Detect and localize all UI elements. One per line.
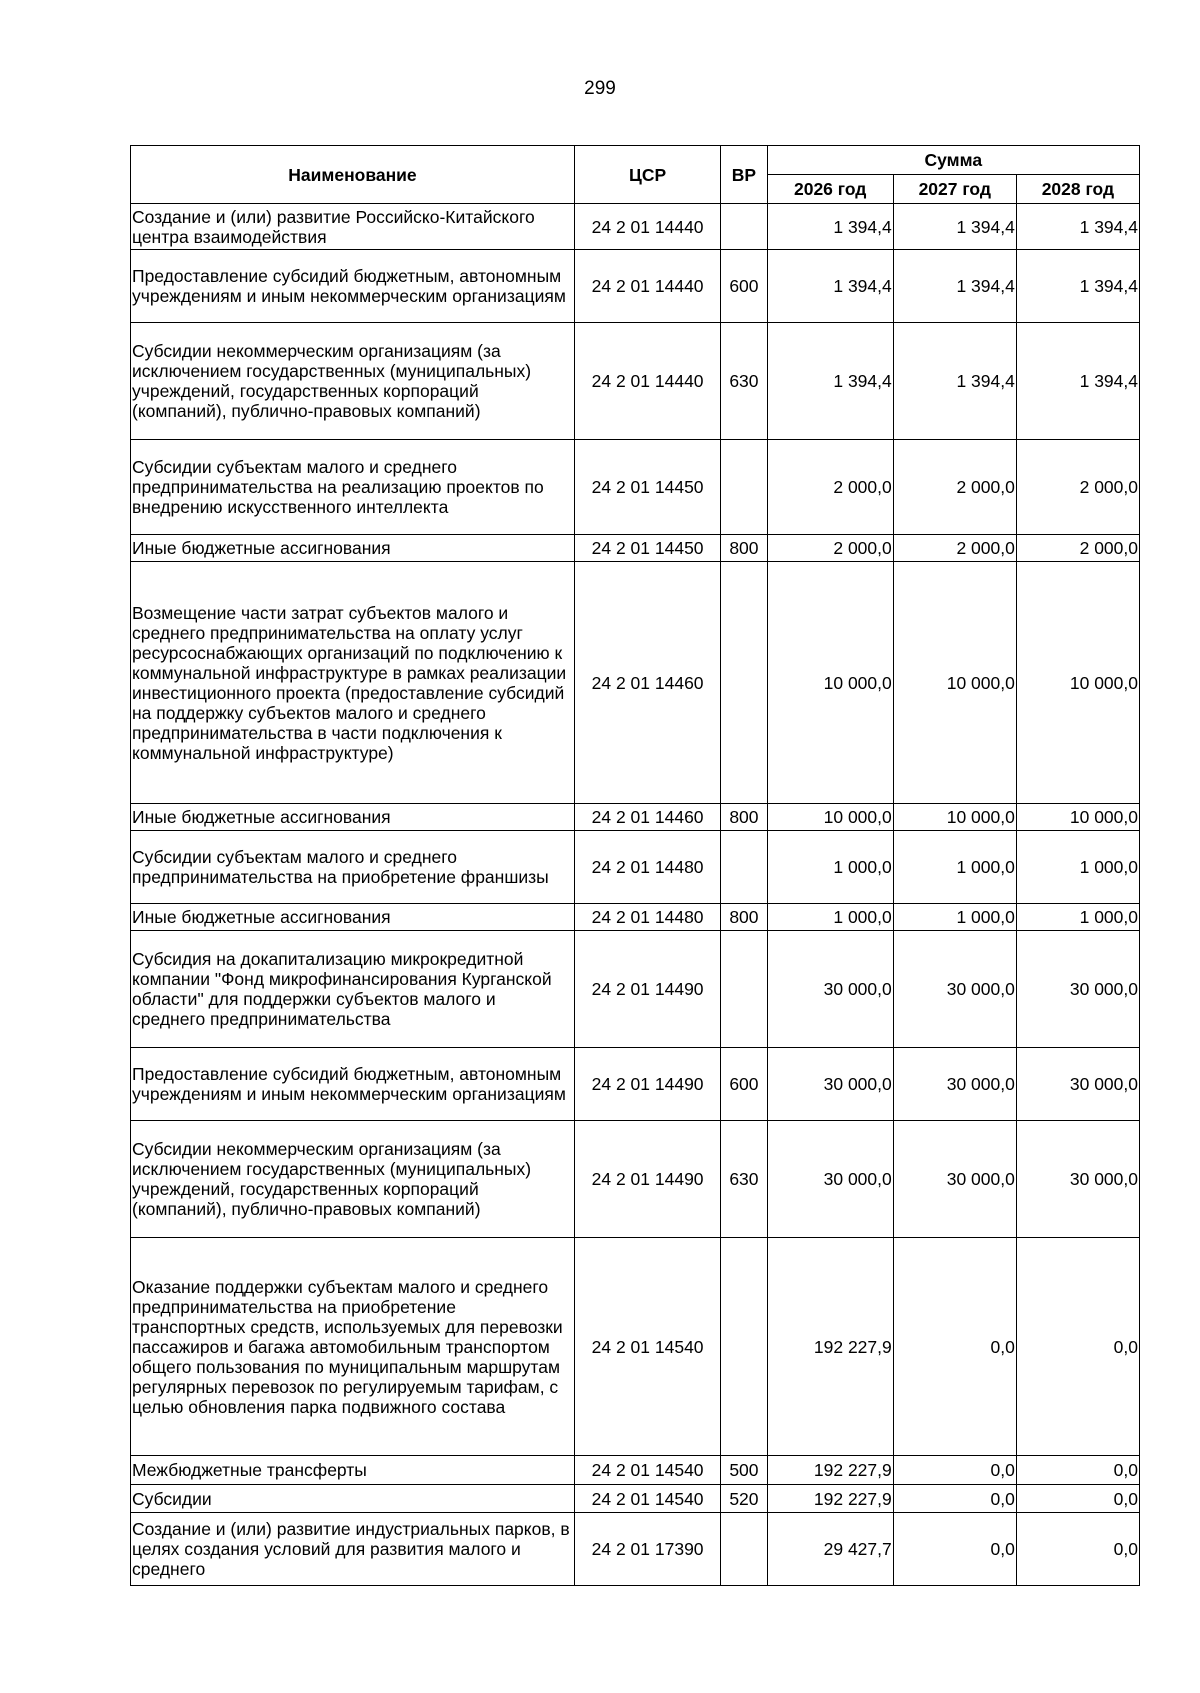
row-amount-2028: 1 394,4 (1016, 204, 1139, 250)
table-row (131, 323, 1140, 440)
header-csr: ЦСР (574, 146, 720, 204)
row-amount-2027: 0,0 (893, 1456, 1016, 1485)
row-amount-2026: 29 427,7 (767, 1513, 893, 1586)
table-row (131, 1048, 1140, 1121)
row-name-cell: Возмещение части затрат субъектов малого и среднего предпринимательства на оплату услуг ресурсоснабжающих организаций по подключению к коммунальной инфраструктуре в рамках реализации инвестиционного проекта (предоставление субсидий на поддержку субъектов малого и среднего предпринимательства в части подключения к коммунальной инфраструктуре) (131, 562, 575, 804)
row-amount-2026: 2 000,0 (767, 440, 893, 535)
row-amount-2028: 2 000,0 (1016, 535, 1139, 562)
row-csr-cell: 24 2 01 14460 (574, 804, 720, 831)
row-amount-2026: 192 227,9 (767, 1485, 893, 1513)
row-name-cell: Субсидии субъектам малого и среднего предпринимательства на приобретение франшизы (131, 831, 575, 904)
row-vr-cell (721, 931, 767, 1048)
row-amount-2028: 2 000,0 (1016, 440, 1139, 535)
table-row (131, 1513, 1140, 1586)
row-amount-2028: 10 000,0 (1016, 562, 1139, 804)
row-amount-2026: 30 000,0 (767, 1048, 893, 1121)
row-vr-cell: 600 (721, 1048, 767, 1121)
row-amount-2027: 10 000,0 (893, 562, 1016, 804)
row-vr-cell: 800 (721, 535, 767, 562)
row-vr-cell: 630 (721, 323, 767, 440)
row-vr-cell (721, 562, 767, 804)
row-amount-2027: 1 394,4 (893, 204, 1016, 250)
row-amount-2026: 192 227,9 (767, 1456, 893, 1485)
row-amount-2026: 192 227,9 (767, 1238, 893, 1456)
table-row (131, 1238, 1140, 1456)
row-amount-2027: 30 000,0 (893, 1048, 1016, 1121)
row-amount-2026: 30 000,0 (767, 1121, 893, 1238)
row-csr-cell: 24 2 01 14490 (574, 1121, 720, 1238)
row-csr-cell: 24 2 01 14490 (574, 1048, 720, 1121)
row-amount-2028: 30 000,0 (1016, 1048, 1139, 1121)
row-amount-2026: 10 000,0 (767, 562, 893, 804)
table-row (131, 535, 1140, 562)
row-csr-cell: 24 2 01 14440 (574, 204, 720, 250)
row-vr-cell (721, 1238, 767, 1456)
row-amount-2028: 1 394,4 (1016, 323, 1139, 440)
table-row (131, 250, 1140, 323)
row-amount-2027: 2 000,0 (893, 440, 1016, 535)
budget-table (130, 145, 1140, 1586)
row-name-cell: Создание и (или) развитие индустриальных парков, в целях создания условий для развития малого и среднего (131, 1513, 575, 1586)
row-vr-cell: 800 (721, 904, 767, 931)
row-amount-2027: 1 000,0 (893, 831, 1016, 904)
table-row (131, 1121, 1140, 1238)
table-row (131, 204, 1140, 250)
row-csr-cell: 24 2 01 14450 (574, 535, 720, 562)
row-amount-2028: 0,0 (1016, 1485, 1139, 1513)
table-row (131, 1456, 1140, 1485)
row-amount-2026: 1 000,0 (767, 831, 893, 904)
row-name-cell: Иные бюджетные ассигнования (131, 904, 575, 931)
table-header (131, 146, 1140, 204)
row-amount-2027: 1 394,4 (893, 250, 1016, 323)
row-csr-cell: 24 2 01 14540 (574, 1456, 720, 1485)
row-name-cell: Предоставление субсидий бюджетным, автономным учреждениям и иным некоммерческим организациям (131, 250, 575, 323)
row-csr-cell: 24 2 01 14480 (574, 904, 720, 931)
header-name: Наименование (131, 146, 575, 204)
header-year-2028: 2028 год (1016, 175, 1139, 204)
row-amount-2028: 0,0 (1016, 1456, 1139, 1485)
row-name-cell: Предоставление субсидий бюджетным, автономным учреждениям и иным некоммерческим организациям (131, 1048, 575, 1121)
row-amount-2028: 30 000,0 (1016, 1121, 1139, 1238)
row-amount-2026: 1 394,4 (767, 204, 893, 250)
row-csr-cell: 24 2 01 14540 (574, 1485, 720, 1513)
row-csr-cell: 24 2 01 14490 (574, 931, 720, 1048)
row-vr-cell: 630 (721, 1121, 767, 1238)
table-row (131, 904, 1140, 931)
row-amount-2027: 30 000,0 (893, 1121, 1016, 1238)
row-amount-2027: 2 000,0 (893, 535, 1016, 562)
row-csr-cell: 24 2 01 17390 (574, 1513, 720, 1586)
row-amount-2026: 1 394,4 (767, 323, 893, 440)
row-amount-2028: 1 394,4 (1016, 250, 1139, 323)
row-csr-cell: 24 2 01 14480 (574, 831, 720, 904)
row-csr-cell: 24 2 01 14440 (574, 250, 720, 323)
row-amount-2028: 0,0 (1016, 1238, 1139, 1456)
row-amount-2027: 1 000,0 (893, 904, 1016, 931)
row-amount-2028: 10 000,0 (1016, 804, 1139, 831)
row-csr-cell: 24 2 01 14460 (574, 562, 720, 804)
table-row (131, 562, 1140, 804)
row-amount-2028: 30 000,0 (1016, 931, 1139, 1048)
row-amount-2028: 0,0 (1016, 1513, 1139, 1586)
row-vr-cell (721, 440, 767, 535)
header-sum: Сумма (767, 146, 1139, 175)
row-vr-cell (721, 831, 767, 904)
row-name-cell: Оказание поддержки субъектам малого и среднего предпринимательства на приобретение транспортных средств, используемых для перевозки пассажиров и багажа автомобильным транспортом общего пользования по муниципальным маршрутам регулярных перевозок по регулируемым тарифам, с целью обновления парка подвижного состава (131, 1238, 575, 1456)
row-vr-cell: 600 (721, 250, 767, 323)
row-vr-cell: 800 (721, 804, 767, 831)
header-vr: ВР (721, 146, 767, 204)
header-year-2026: 2026 год (767, 175, 893, 204)
row-amount-2027: 30 000,0 (893, 931, 1016, 1048)
table-body (131, 204, 1140, 1586)
row-amount-2027: 0,0 (893, 1238, 1016, 1456)
row-amount-2026: 1 000,0 (767, 904, 893, 931)
row-name-cell: Субсидия на докапитализацию микрокредитной компании "Фонд микрофинансирования Курганской области" для поддержки субъектов малого и среднего предпринимательства (131, 931, 575, 1048)
row-amount-2026: 30 000,0 (767, 931, 893, 1048)
row-name-cell: Иные бюджетные ассигнования (131, 535, 575, 562)
row-vr-cell (721, 1513, 767, 1586)
row-amount-2027: 10 000,0 (893, 804, 1016, 831)
row-csr-cell: 24 2 01 14540 (574, 1238, 720, 1456)
table-row (131, 931, 1140, 1048)
page-number: 299 (584, 78, 616, 99)
row-amount-2026: 1 394,4 (767, 250, 893, 323)
row-csr-cell: 24 2 01 14440 (574, 323, 720, 440)
row-name-cell: Субсидии субъектам малого и среднего предпринимательства на реализацию проектов по внедрению искусственного интеллекта (131, 440, 575, 535)
row-name-cell: Межбюджетные трансферты (131, 1456, 575, 1485)
table-row (131, 831, 1140, 904)
row-name-cell: Создание и (или) развитие Российско-Китайского центра взаимодействия (131, 204, 575, 250)
table-row (131, 804, 1140, 831)
row-vr-cell: 520 (721, 1485, 767, 1513)
table-row (131, 1485, 1140, 1513)
row-amount-2027: 0,0 (893, 1513, 1016, 1586)
row-amount-2027: 0,0 (893, 1485, 1016, 1513)
row-amount-2028: 1 000,0 (1016, 904, 1139, 931)
row-amount-2027: 1 394,4 (893, 323, 1016, 440)
row-amount-2026: 2 000,0 (767, 535, 893, 562)
row-vr-cell (721, 204, 767, 250)
row-vr-cell: 500 (721, 1456, 767, 1485)
row-name-cell: Субсидии (131, 1485, 575, 1513)
header-year-2027: 2027 год (893, 175, 1016, 204)
table-row (131, 440, 1140, 535)
row-name-cell: Субсидии некоммерческим организациям (за исключением государственных (муниципальных) учреждений, государственных корпораций (компаний), публично-правовых компаний) (131, 323, 575, 440)
row-amount-2026: 10 000,0 (767, 804, 893, 831)
row-csr-cell: 24 2 01 14450 (574, 440, 720, 535)
row-name-cell: Иные бюджетные ассигнования (131, 804, 575, 831)
row-name-cell: Субсидии некоммерческим организациям (за исключением государственных (муниципальных) учреждений, государственных корпораций (компаний), публично-правовых компаний) (131, 1121, 575, 1238)
row-amount-2028: 1 000,0 (1016, 831, 1139, 904)
